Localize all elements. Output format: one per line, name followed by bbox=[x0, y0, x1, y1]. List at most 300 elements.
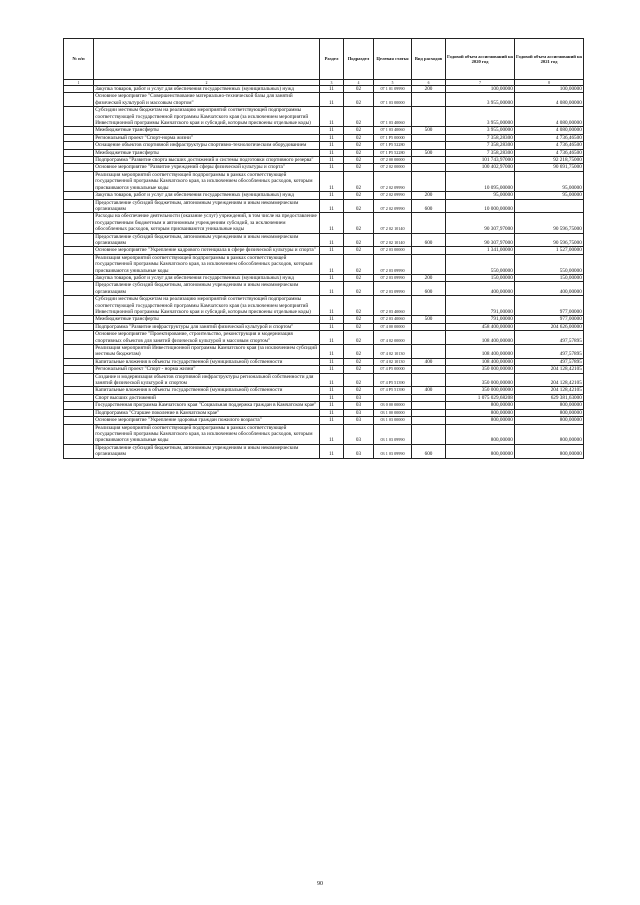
row-name-cell: Региональный проект "Спорт - норма жизни" bbox=[94, 366, 320, 373]
row-subsection-cell: 02 bbox=[344, 107, 374, 127]
row-section-cell: 11 bbox=[320, 192, 344, 199]
row-number-cell bbox=[64, 149, 94, 156]
row-target-cell: 07 2 03 09990 bbox=[374, 254, 412, 274]
row-2020-cell: 7 358,28300 bbox=[446, 134, 515, 141]
row-2021-cell: 204 626,00000 bbox=[515, 323, 584, 330]
row-name-cell: Предоставление субсидий бюджетным, автономным учреждениям и иным некоммерческим организациям bbox=[94, 282, 320, 296]
row-section-cell: 11 bbox=[320, 296, 344, 316]
col-number: 7 bbox=[446, 80, 515, 86]
row-section-cell: 11 bbox=[320, 164, 344, 171]
row-number-cell bbox=[64, 316, 94, 323]
row-2020-cell: 7 358,28300 bbox=[446, 149, 515, 156]
row-section-cell: 11 bbox=[320, 331, 344, 345]
row-name-cell: Закупка товаров, работ и услуг для обеспечения государственных (муниципальных) нужд bbox=[94, 86, 320, 93]
header-subsection: Подраздел bbox=[344, 39, 374, 80]
row-section-cell: 11 bbox=[320, 93, 344, 107]
table-row bbox=[64, 107, 584, 127]
row-2020-cell: 101 743,97000 bbox=[446, 157, 515, 164]
row-2020-cell: 800,00000 bbox=[446, 402, 515, 409]
table-row bbox=[64, 373, 584, 387]
row-number-cell bbox=[64, 134, 94, 141]
header-section: Раздел bbox=[320, 39, 344, 80]
row-exp-type-cell bbox=[412, 254, 446, 274]
row-name-cell: Основное мероприятие "Совершенствование материально-технической базы для занятий физической культурой и массовым спортом" bbox=[94, 93, 320, 107]
row-section-cell: 11 bbox=[320, 345, 344, 359]
col-number: 5 bbox=[374, 80, 412, 86]
row-section-cell: 11 bbox=[320, 142, 344, 149]
row-name-cell: Основное мероприятие "Укрепление здоровья граждан пожилого возраста" bbox=[94, 417, 320, 424]
row-number-cell bbox=[64, 192, 94, 199]
table-row bbox=[64, 316, 584, 323]
row-section-cell: 11 bbox=[320, 127, 344, 134]
row-exp-type-cell: 500 bbox=[412, 316, 446, 323]
row-2021-cell: 4 736,46500 bbox=[515, 142, 584, 149]
row-exp-type-cell: 200 bbox=[412, 86, 446, 93]
table-row bbox=[64, 387, 584, 394]
row-target-cell: 07 2 03 40060 bbox=[374, 296, 412, 316]
row-number-cell bbox=[64, 157, 94, 164]
row-name-cell: Подпрограмма "Развитие спорта высших достижений и системы подготовки спортивного резерва" bbox=[94, 157, 320, 164]
row-subsection-cell: 03 bbox=[344, 394, 374, 401]
row-section-cell: 11 bbox=[320, 358, 344, 365]
row-target-cell: 03 0 00 00000 bbox=[374, 402, 412, 409]
row-section-cell: 11 bbox=[320, 107, 344, 127]
row-exp-type-cell bbox=[412, 366, 446, 373]
row-number-cell bbox=[64, 345, 94, 359]
row-name-cell: Реализация мероприятий соответствующей подпрограммы в рамках соответствующей государственной программы Камчатского края, за исключением обособленных расходов, которым присваиваются уникальные коды bbox=[94, 424, 320, 444]
row-number-cell bbox=[64, 424, 94, 444]
row-name-cell: Предоставление субсидий бюджетным, автономным учреждениям и иным некоммерческим организациям bbox=[94, 444, 320, 458]
row-2021-cell: 4 736,46500 bbox=[515, 149, 584, 156]
row-2020-cell: 800,00000 bbox=[446, 417, 515, 424]
row-subsection-cell: 02 bbox=[344, 282, 374, 296]
row-target-cell: 07 4 02 10130 bbox=[374, 345, 412, 359]
table-body bbox=[64, 86, 584, 459]
row-number-cell bbox=[64, 254, 94, 274]
row-number-cell bbox=[64, 247, 94, 254]
row-subsection-cell: 03 bbox=[344, 424, 374, 444]
row-name-cell: Государственная программа Камчатского края "Социальная поддержка граждан в Камчатском крае" bbox=[94, 402, 320, 409]
row-section-cell: 11 bbox=[320, 366, 344, 373]
row-subsection-cell: 02 bbox=[344, 134, 374, 141]
row-section-cell: 11 bbox=[320, 316, 344, 323]
row-section-cell: 11 bbox=[320, 409, 344, 416]
header-target: Целевая статья bbox=[374, 39, 412, 80]
row-target-cell: 03 1 03 09990 bbox=[374, 424, 412, 444]
row-name-cell: Основное мероприятие "Проектирование, строительство, реконструкция и модернизация спортивных объектов для занятий физической культурой и массовым спортом" bbox=[94, 331, 320, 345]
row-target-cell: 07 2 02 09990 bbox=[374, 171, 412, 191]
row-name-cell: Субсидии местным бюджетам на реализацию мероприятий соответствующей подпрограммы соответствующей государственной программы Камчатского края (за исключением мероприятий Инвестиционной программы Камчатского края и субсидий, которым присвоены отдельные коды) bbox=[94, 296, 320, 316]
row-section-cell: 11 bbox=[320, 199, 344, 213]
row-exp-type-cell bbox=[412, 164, 446, 171]
row-subsection-cell: 02 bbox=[344, 254, 374, 274]
row-number-cell bbox=[64, 171, 94, 191]
row-section-cell: 11 bbox=[320, 424, 344, 444]
table-row bbox=[64, 345, 584, 359]
row-target-cell: 03 1 03 00000 bbox=[374, 417, 412, 424]
row-exp-type-cell: 500 bbox=[412, 149, 446, 156]
table-row bbox=[64, 127, 584, 134]
row-name-cell: Предоставление субсидий бюджетным, автономным учреждениям и иным некоммерческим организациям bbox=[94, 199, 320, 213]
row-2021-cell: 800,00000 bbox=[515, 444, 584, 458]
row-section-cell: 11 bbox=[320, 402, 344, 409]
row-2020-cell: 1 341,00000 bbox=[446, 247, 515, 254]
row-name-cell: Основное мероприятие "Укрепление кадрового потенциала в сфере физической культуры и спорта" bbox=[94, 247, 320, 254]
row-target-cell: 07 4 00 00000 bbox=[374, 323, 412, 330]
table-row bbox=[64, 417, 584, 424]
row-section-cell: 11 bbox=[320, 247, 344, 254]
row-exp-type-cell: 600 bbox=[412, 233, 446, 247]
row-2021-cell: 497,57895 bbox=[515, 358, 584, 365]
row-2021-cell: 95,00000 bbox=[515, 171, 584, 191]
row-2021-cell: 800,00000 bbox=[515, 417, 584, 424]
table-row bbox=[64, 409, 584, 416]
row-exp-type-cell bbox=[412, 93, 446, 107]
row-2020-cell: 800,00000 bbox=[446, 409, 515, 416]
table-row bbox=[64, 402, 584, 409]
row-number-cell bbox=[64, 296, 94, 316]
row-section-cell: 11 bbox=[320, 213, 344, 233]
row-exp-type-cell bbox=[412, 142, 446, 149]
row-section-cell: 11 bbox=[320, 86, 344, 93]
table-row bbox=[64, 247, 584, 254]
row-2021-cell: 95,00000 bbox=[515, 192, 584, 199]
row-subsection-cell: 03 bbox=[344, 402, 374, 409]
row-2021-cell: 550,00000 bbox=[515, 254, 584, 274]
row-2020-cell: 95,00000 bbox=[446, 192, 515, 199]
row-section-cell: 11 bbox=[320, 387, 344, 394]
row-exp-type-cell: 200 bbox=[412, 192, 446, 199]
row-subsection-cell: 02 bbox=[344, 247, 374, 254]
row-number-cell bbox=[64, 402, 94, 409]
row-target-cell: 07 1 P5 52280 bbox=[374, 142, 412, 149]
page-number: 90 bbox=[317, 881, 323, 887]
row-target-cell: 07 1 03 40060 bbox=[374, 127, 412, 134]
row-subsection-cell: 02 bbox=[344, 199, 374, 213]
row-target-cell: 07 1 03 00000 bbox=[374, 93, 412, 107]
row-name-cell: Подпрограмма "Развитие инфраструктуры для занятий физической культурой и спортом" bbox=[94, 323, 320, 330]
row-section-cell: 11 bbox=[320, 233, 344, 247]
col-number: 4 bbox=[344, 80, 374, 86]
row-2020-cell: 350 000,00000 bbox=[446, 387, 515, 394]
table-row bbox=[64, 213, 584, 233]
row-section-cell: 11 bbox=[320, 157, 344, 164]
row-section-cell: 11 bbox=[320, 373, 344, 387]
row-subsection-cell: 02 bbox=[344, 366, 374, 373]
row-2021-cell: 204 128,42105 bbox=[515, 373, 584, 387]
row-2021-cell: 1 527,00000 bbox=[515, 247, 584, 254]
row-2020-cell: 90 307,97000 bbox=[446, 233, 515, 247]
header-name bbox=[94, 39, 320, 80]
row-2021-cell: 4 080,00000 bbox=[515, 127, 584, 134]
row-2020-cell: 1 075 029,68208 bbox=[446, 394, 515, 401]
row-name-cell: Закупка товаров, работ и услуг для обеспечения государственных (муниципальных) нужд bbox=[94, 274, 320, 281]
table-row bbox=[64, 157, 584, 164]
row-subsection-cell: 02 bbox=[344, 213, 374, 233]
row-subsection-cell: 02 bbox=[344, 164, 374, 171]
row-target-cell: 07 4 P5 51390 bbox=[374, 387, 412, 394]
row-target-cell: 07 2 03 00000 bbox=[374, 247, 412, 254]
row-2020-cell: 100,00000 bbox=[446, 86, 515, 93]
row-2020-cell: 400,00000 bbox=[446, 282, 515, 296]
row-section-cell: 11 bbox=[320, 274, 344, 281]
row-target-cell: 07 2 03 09990 bbox=[374, 282, 412, 296]
row-target-cell: 07 2 02 09990 bbox=[374, 199, 412, 213]
row-number-cell bbox=[64, 274, 94, 281]
row-subsection-cell: 02 bbox=[344, 296, 374, 316]
row-subsection-cell: 03 bbox=[344, 409, 374, 416]
row-exp-type-cell bbox=[412, 171, 446, 191]
row-target-cell: 07 4 P5 00000 bbox=[374, 366, 412, 373]
row-2021-cell: 800,00000 bbox=[515, 402, 584, 409]
row-subsection-cell: 02 bbox=[344, 142, 374, 149]
row-name-cell: Субсидии местным бюджетам на реализацию мероприятий соответствующей подпрограммы соответствующей государственной программы Камчатского края (за исключением мероприятий Инвестиционной программы Камчатского края и субсидий, которым присвоены отдельные коды) bbox=[94, 107, 320, 127]
col-number: 1 bbox=[64, 80, 94, 86]
row-2020-cell: 7 358,28300 bbox=[446, 142, 515, 149]
row-name-cell: Реализация мероприятий соответствующей подпрограммы в рамках соответствующей государственной программы Камчатского края, за исключением обособленных расходов, которым присваиваются уникальные коды bbox=[94, 171, 320, 191]
col-number: 3 bbox=[320, 80, 344, 86]
row-2020-cell: 108 400,00000 bbox=[446, 345, 515, 359]
row-number-cell bbox=[64, 387, 94, 394]
row-subsection-cell: 03 bbox=[344, 444, 374, 458]
row-section-cell: 11 bbox=[320, 417, 344, 424]
table-row bbox=[64, 282, 584, 296]
budget-table bbox=[63, 38, 584, 459]
row-subsection-cell: 02 bbox=[344, 149, 374, 156]
row-subsection-cell: 02 bbox=[344, 127, 374, 134]
row-subsection-cell: 02 bbox=[344, 274, 374, 281]
row-2020-cell: 10 000,00000 bbox=[446, 199, 515, 213]
row-section-cell: 11 bbox=[320, 134, 344, 141]
header-num: № п/п bbox=[64, 39, 94, 80]
row-subsection-cell: 02 bbox=[344, 331, 374, 345]
row-exp-type-cell bbox=[412, 247, 446, 254]
col-number: 6 bbox=[412, 80, 446, 86]
row-2021-cell: 400,00000 bbox=[515, 282, 584, 296]
row-2021-cell: 497,57895 bbox=[515, 331, 584, 345]
table-row bbox=[64, 86, 584, 93]
row-exp-type-cell bbox=[412, 394, 446, 401]
row-number-cell bbox=[64, 164, 94, 171]
row-subsection-cell: 02 bbox=[344, 192, 374, 199]
row-2020-cell: 550,00000 bbox=[446, 254, 515, 274]
row-target-cell: 07 1 03 40060 bbox=[374, 107, 412, 127]
table-row bbox=[64, 171, 584, 191]
table-row bbox=[64, 424, 584, 444]
row-target-cell: 07 2 00 00000 bbox=[374, 157, 412, 164]
row-exp-type-cell bbox=[412, 345, 446, 359]
row-section-cell: 11 bbox=[320, 149, 344, 156]
row-2021-cell: 4 080,00000 bbox=[515, 107, 584, 127]
row-exp-type-cell bbox=[412, 402, 446, 409]
row-2021-cell: 204 128,42105 bbox=[515, 366, 584, 373]
row-2020-cell: 791,00000 bbox=[446, 296, 515, 316]
row-name-cell: Капитальные вложения в объекты государственной (муниципальной) собственности bbox=[94, 387, 320, 394]
row-target-cell: 07 1 P5 52280 bbox=[374, 149, 412, 156]
row-subsection-cell: 02 bbox=[344, 358, 374, 365]
row-number-cell bbox=[64, 93, 94, 107]
row-target-cell bbox=[374, 394, 412, 401]
row-exp-type-cell bbox=[412, 417, 446, 424]
row-exp-type-cell bbox=[412, 409, 446, 416]
row-target-cell: 07 4 02 10130 bbox=[374, 358, 412, 365]
table-row bbox=[64, 444, 584, 458]
row-2021-cell: 90 596,75000 bbox=[515, 233, 584, 247]
row-2021-cell: 90 691,75000 bbox=[515, 164, 584, 171]
row-exp-type-cell: 200 bbox=[412, 274, 446, 281]
row-section-cell: 11 bbox=[320, 254, 344, 274]
row-name-cell: Реализация мероприятий Инвестиционной программы Камчатского края (за исключением субсидий местным бюджетам) bbox=[94, 345, 320, 359]
row-exp-type-cell bbox=[412, 323, 446, 330]
table-row bbox=[64, 134, 584, 141]
row-exp-type-cell: 600 bbox=[412, 199, 446, 213]
table-row bbox=[64, 358, 584, 365]
row-subsection-cell: 02 bbox=[344, 323, 374, 330]
row-section-cell: 11 bbox=[320, 394, 344, 401]
row-section-cell: 11 bbox=[320, 323, 344, 330]
row-number-cell bbox=[64, 444, 94, 458]
row-name-cell: Межбюджетные трансферты bbox=[94, 127, 320, 134]
row-exp-type-cell bbox=[412, 107, 446, 127]
row-section-cell: 11 bbox=[320, 444, 344, 458]
row-subsection-cell: 02 bbox=[344, 373, 374, 387]
row-target-cell: 07 2 02 00000 bbox=[374, 164, 412, 171]
row-2020-cell: 350 000,00000 bbox=[446, 366, 515, 373]
row-exp-type-cell: 600 bbox=[412, 282, 446, 296]
row-2021-cell: 977,00000 bbox=[515, 316, 584, 323]
row-number-cell bbox=[64, 127, 94, 134]
row-2020-cell: 458 400,00000 bbox=[446, 323, 515, 330]
row-subsection-cell: 02 bbox=[344, 387, 374, 394]
table-row bbox=[64, 254, 584, 274]
row-target-cell: 07 4 P5 51390 bbox=[374, 373, 412, 387]
row-name-cell: Оснащение объектов спортивной инфраструктуры спортивно-технологическим оборудованием bbox=[94, 142, 320, 149]
row-number-cell bbox=[64, 142, 94, 149]
row-2021-cell: 92 218,75000 bbox=[515, 157, 584, 164]
row-exp-type-cell bbox=[412, 157, 446, 164]
row-name-cell: Межбюджетные трансферты bbox=[94, 149, 320, 156]
row-number-cell bbox=[64, 417, 94, 424]
table-row bbox=[64, 233, 584, 247]
row-target-cell: 03 1 03 09990 bbox=[374, 444, 412, 458]
row-number-cell bbox=[64, 366, 94, 373]
row-subsection-cell: 02 bbox=[344, 171, 374, 191]
row-2020-cell: 791,00000 bbox=[446, 316, 515, 323]
table-row bbox=[64, 142, 584, 149]
table-row bbox=[64, 366, 584, 373]
row-name-cell: Региональный проект "Спорт-норма жизни" bbox=[94, 134, 320, 141]
header-2021: Годовой объем ассигнований на 2021 год bbox=[515, 39, 584, 80]
row-exp-type-cell: 500 bbox=[412, 127, 446, 134]
row-target-cell: 07 4 02 00000 bbox=[374, 331, 412, 345]
row-2020-cell: 100 402,97000 bbox=[446, 164, 515, 171]
row-subsection-cell: 02 bbox=[344, 233, 374, 247]
row-number-cell bbox=[64, 373, 94, 387]
row-section-cell: 11 bbox=[320, 282, 344, 296]
table-row bbox=[64, 274, 584, 281]
row-name-cell: Основное мероприятие "Развитие учреждений сферы физической культуры и спорта" bbox=[94, 164, 320, 171]
row-subsection-cell: 02 bbox=[344, 345, 374, 359]
row-name-cell: Реализация мероприятий соответствующей подпрограммы в рамках соответствующей государственной программы Камчатского края, за исключением обособленных расходов, которым присваиваются уникальные коды bbox=[94, 254, 320, 274]
row-target-cell: 07 2 02 09990 bbox=[374, 192, 412, 199]
header-exp-type: Вид расходов bbox=[412, 39, 446, 80]
row-2020-cell: 90 307,97000 bbox=[446, 213, 515, 233]
row-number-cell bbox=[64, 86, 94, 93]
row-target-cell: 07 1 P5 00000 bbox=[374, 134, 412, 141]
row-name-cell: Создание и модернизация объектов спортивной инфраструктуры региональной собственности для занятий физической культурой и спортом bbox=[94, 373, 320, 387]
row-2021-cell: 629 381,63000 bbox=[515, 394, 584, 401]
col-number: 2 bbox=[94, 80, 320, 86]
row-2020-cell: 10 095,00000 bbox=[446, 171, 515, 191]
row-name-cell: Закупка товаров, работ и услуг для обеспечения государственных (муниципальных) нужд bbox=[94, 192, 320, 199]
row-2021-cell: 204 128,42105 bbox=[515, 387, 584, 394]
row-2021-cell: 4 080,00000 bbox=[515, 93, 584, 107]
row-2020-cell: 108 400,00000 bbox=[446, 331, 515, 345]
row-number-cell bbox=[64, 358, 94, 365]
row-subsection-cell: 03 bbox=[344, 417, 374, 424]
row-2020-cell: 800,00000 bbox=[446, 444, 515, 458]
table-row bbox=[64, 192, 584, 199]
row-number-cell bbox=[64, 213, 94, 233]
row-number-cell bbox=[64, 394, 94, 401]
row-number-cell bbox=[64, 323, 94, 330]
row-exp-type-cell: 400 bbox=[412, 358, 446, 365]
row-exp-type-cell bbox=[412, 296, 446, 316]
row-section-cell: 11 bbox=[320, 171, 344, 191]
row-2020-cell: 108 400,00000 bbox=[446, 358, 515, 365]
header-row bbox=[64, 39, 584, 80]
row-exp-type-cell bbox=[412, 424, 446, 444]
row-target-cell: 07 2 03 09990 bbox=[374, 274, 412, 281]
row-name-cell: Подпрограмма "Старшее поколение в Камчатском крае" bbox=[94, 409, 320, 416]
row-name-cell: Предоставление субсидий бюджетным, автономным учреждениям и иным некоммерческим организациям bbox=[94, 233, 320, 247]
row-number-cell bbox=[64, 107, 94, 127]
row-2020-cell: 800,00000 bbox=[446, 424, 515, 444]
row-2021-cell: 800,00000 bbox=[515, 424, 584, 444]
row-2020-cell: 150,00000 bbox=[446, 274, 515, 281]
table-row bbox=[64, 93, 584, 107]
table-row bbox=[64, 331, 584, 345]
table-row bbox=[64, 149, 584, 156]
row-2020-cell: 3 955,00000 bbox=[446, 93, 515, 107]
row-2021-cell: 800,00000 bbox=[515, 409, 584, 416]
row-2021-cell: 497,57895 bbox=[515, 345, 584, 359]
row-2021-cell: 4 736,46500 bbox=[515, 134, 584, 141]
table-row bbox=[64, 323, 584, 330]
row-target-cell: 07 2 03 40060 bbox=[374, 316, 412, 323]
row-number-cell bbox=[64, 331, 94, 345]
row-number-cell bbox=[64, 199, 94, 213]
row-target-cell: 07 1 01 09990 bbox=[374, 86, 412, 93]
row-2020-cell: 3 955,00000 bbox=[446, 107, 515, 127]
row-exp-type-cell: 600 bbox=[412, 444, 446, 458]
col-number: 8 bbox=[515, 80, 584, 86]
row-subsection-cell: 02 bbox=[344, 157, 374, 164]
row-target-cell: 07 2 02 10140 bbox=[374, 213, 412, 233]
row-subsection-cell: 02 bbox=[344, 316, 374, 323]
row-2021-cell bbox=[515, 199, 584, 213]
table-row bbox=[64, 394, 584, 401]
row-exp-type-cell bbox=[412, 134, 446, 141]
row-2021-cell: 977,00000 bbox=[515, 296, 584, 316]
row-subsection-cell: 02 bbox=[344, 86, 374, 93]
row-exp-type-cell bbox=[412, 213, 446, 233]
row-subsection-cell: 02 bbox=[344, 93, 374, 107]
row-name-cell: Капитальные вложения в объекты государственной (муниципальной) собственности bbox=[94, 358, 320, 365]
row-exp-type-cell bbox=[412, 331, 446, 345]
row-target-cell: 07 2 02 10140 bbox=[374, 233, 412, 247]
row-number-cell bbox=[64, 409, 94, 416]
